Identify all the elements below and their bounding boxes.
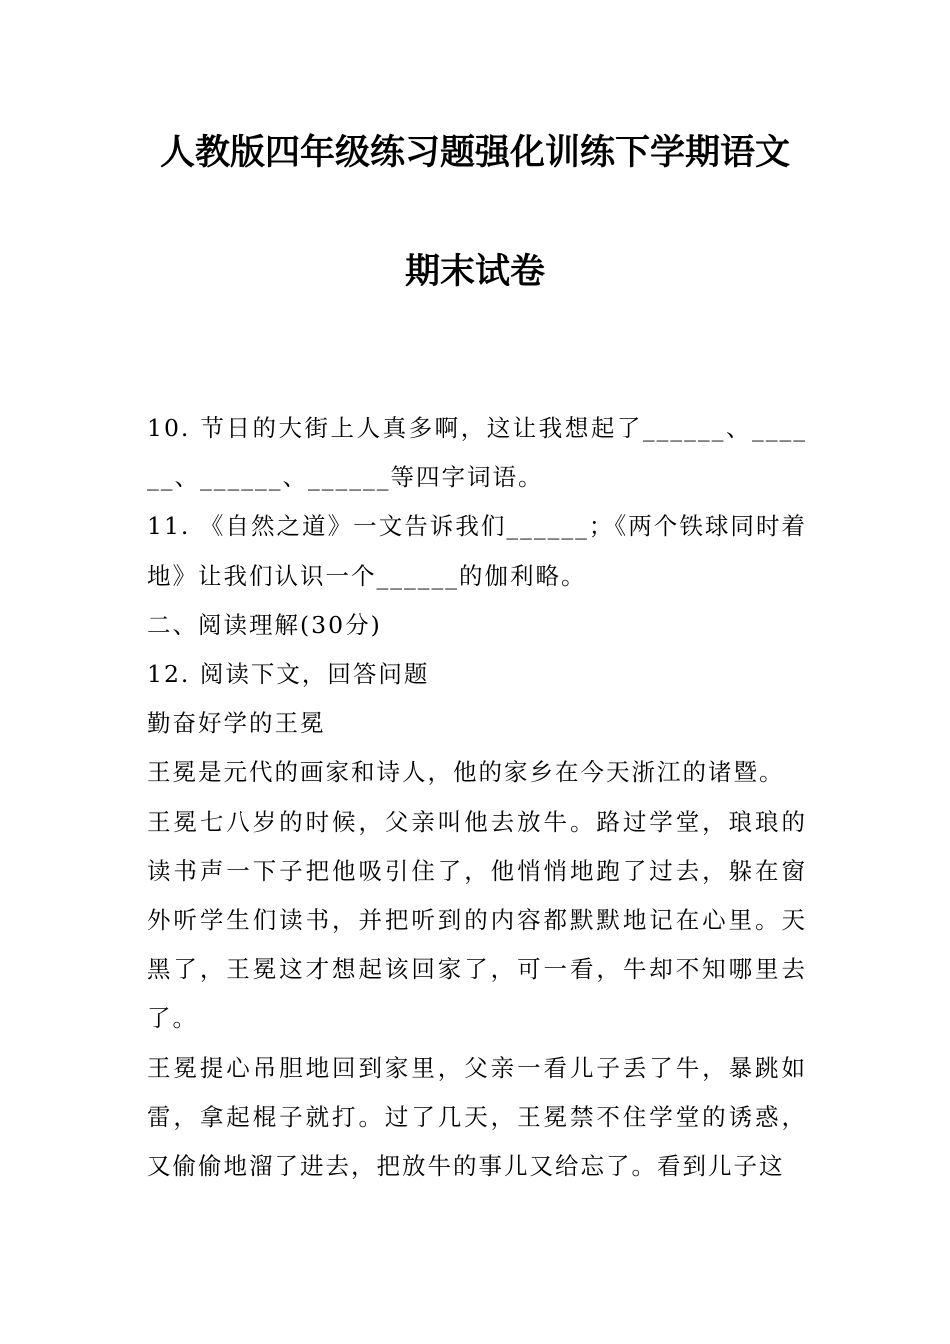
question-10: 10. 节日的大街上人真多啊，这让我想起了______、______、______、______等四字词语。 [147, 414, 807, 492]
section-heading-reading: 二、阅读理解(30分) [147, 610, 382, 639]
passage-paragraph: 王冕是元代的画家和诗人，他的家乡在今天浙江的诸暨。 [147, 758, 785, 787]
passage-paragraph: 王冕七八岁的时候，父亲叫他去放牛。路过学堂，琅琅的读书声一下子把他吸引住了，他悄悄地跑了过去，躲在窗外听学生们读书，并把听到的内容都默默地记在心里。天黑了，王冕这才想起该回家了，可一看，牛却不知哪里去了。 [147, 807, 807, 1033]
question-12: 12. 阅读下文，回答问题 [147, 660, 430, 689]
document-title-line-1: 人教版四年级练习题强化训练下学期语文 [159, 133, 790, 173]
document-body [147, 404, 807, 1191]
passage-title: 勤奋好学的王冕 [147, 709, 326, 738]
passage-paragraph: 王冕提心吊胆地回到家里，父亲一看儿子丢了牛，暴跳如雷，拿起棍子就打。过了几天，王冕禁不住学堂的诱惑，又偷偷地溜了进去，把放牛的事儿又给忘了。看到儿子这 [147, 1053, 807, 1181]
document-title-line-2: 期末试卷 [404, 252, 545, 292]
question-11: 11. 《自然之道》一文告诉我们______；《两个铁球同时着地》让我们认识一个______的伽利略。 [147, 512, 807, 590]
